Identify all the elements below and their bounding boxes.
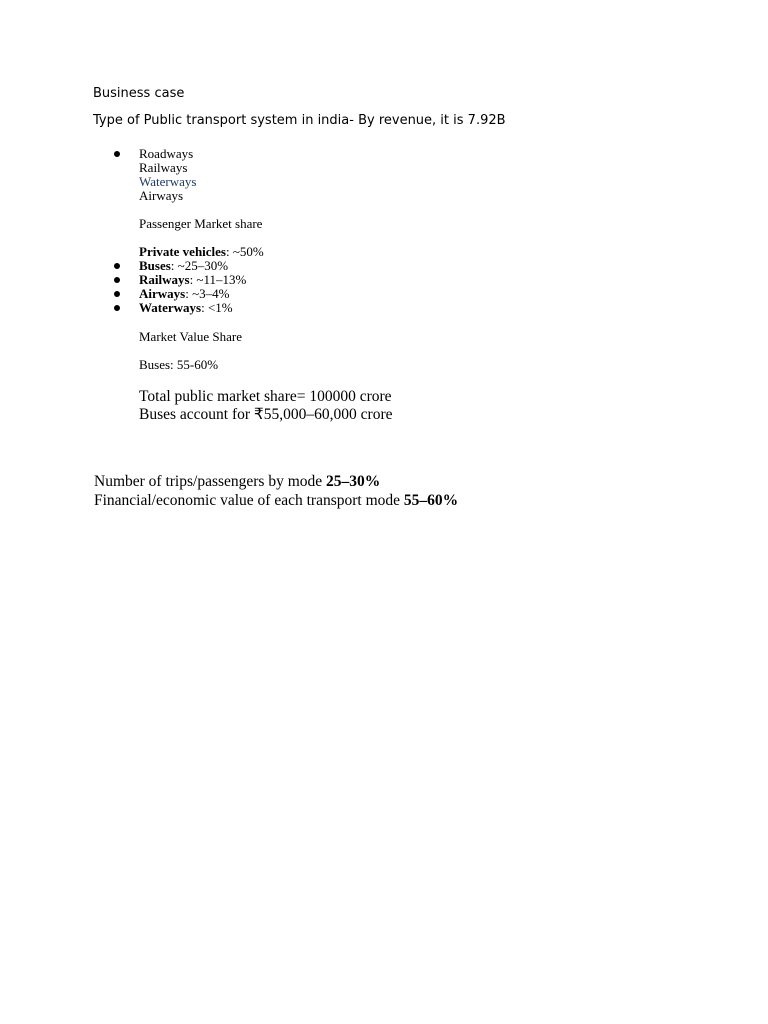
bullet-icon bbox=[114, 151, 120, 157]
document-subheading: Type of Public transport system in india- By revenue, it is 7.92B bbox=[93, 113, 506, 128]
item-value: : ~50% bbox=[226, 244, 264, 259]
summary-value: 55–60% bbox=[403, 492, 459, 509]
item-label: Private vehicles bbox=[139, 244, 226, 259]
summary-financial bbox=[94, 492, 458, 510]
item-value: : ~25–30% bbox=[170, 258, 229, 273]
item-label: Waterways bbox=[139, 300, 202, 315]
transport-type-waterways: Waterways bbox=[139, 174, 197, 189]
summary-value: 25–30% bbox=[326, 473, 381, 490]
item-value: : ~11–13% bbox=[189, 272, 247, 287]
document-heading: Business case bbox=[93, 86, 185, 101]
transport-type-roadways: Roadways bbox=[139, 146, 194, 161]
item-label: Buses bbox=[139, 258, 171, 273]
item-label: Railways bbox=[139, 272, 190, 287]
market-value-buses: Buses: 55-60% bbox=[139, 357, 219, 372]
bullet-icon bbox=[114, 263, 120, 269]
item-value: : ~3–4% bbox=[185, 286, 230, 301]
total-market-share: Total public market share= 100000 crore bbox=[139, 388, 392, 405]
item-value: : <1% bbox=[201, 300, 233, 315]
transport-type-railways: Railways bbox=[139, 160, 188, 175]
summary-text: Financial/economic value of each transport mode bbox=[94, 492, 404, 509]
summary-trips bbox=[94, 473, 380, 491]
bullet-icon bbox=[114, 291, 120, 297]
summary-text: Number of trips/passengers by mode bbox=[94, 473, 327, 490]
transport-type-airways: Airways bbox=[139, 188, 184, 203]
item-label: Airways bbox=[139, 286, 186, 301]
passenger-share-item bbox=[139, 300, 233, 316]
market-value-title: Market Value Share bbox=[139, 329, 243, 344]
bullet-icon bbox=[114, 277, 120, 283]
bullet-icon bbox=[114, 305, 120, 311]
buses-revenue: Buses account for ₹55,000–60,000 crore bbox=[139, 406, 393, 423]
passenger-share-title: Passenger Market share bbox=[139, 216, 263, 231]
